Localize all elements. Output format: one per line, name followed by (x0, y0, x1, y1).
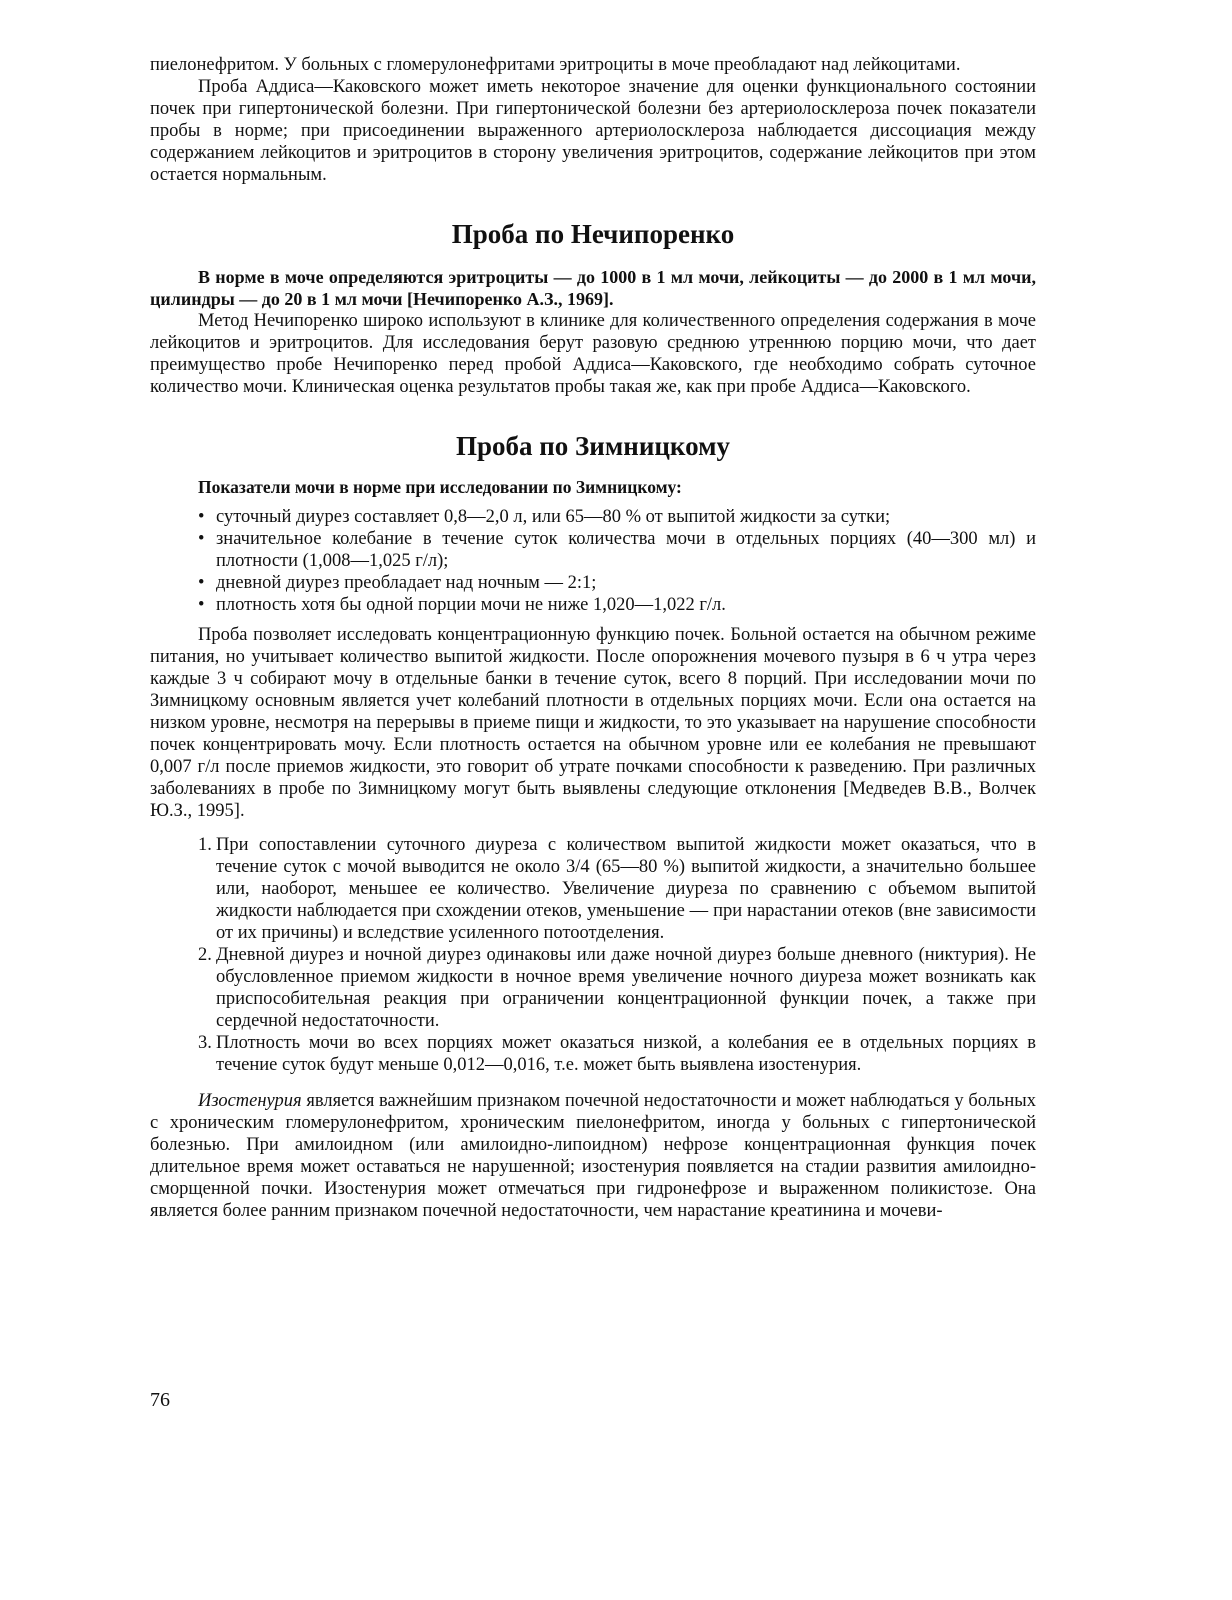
zimnitsky-norm-list (150, 506, 1036, 616)
list-item (198, 944, 1036, 1032)
page-content (150, 54, 1036, 1222)
list-item-text: плотность хотя бы одной порции мочи не ниже 1,020—1,022 г/л. (216, 595, 726, 615)
list-number: 1. (198, 835, 212, 855)
bullet-marker: • (198, 595, 205, 615)
list-item-text: Дневной диурез и ночной диурез одинаковы или даже ночной диурез больше дневного (никтурия). Не обусловленное приемом жидкости в ночное время увеличение ночного диуреза может возникать как приспособительная реакция при ограничении концентрационной функции почек, а также при сердечной недостаточности. (216, 945, 1036, 1031)
list-item-text: суточный диурез составляет 0,8—2,0 л, или 65—80 % от выпитой жидкости за сутки; (216, 507, 891, 527)
list-number: 2. (198, 945, 212, 965)
nechiporenko-norm-statement: В норме в моче определяются эритроциты — до 1000 в 1 мл мочи, лейкоциты — до 2000 в 1 мл мочи, цилиндры — до 20 в 1 мл мочи [Нечипоренко А.З., 1969]. (150, 267, 1036, 309)
bullet-marker: • (198, 573, 205, 593)
list-item (198, 834, 1036, 944)
bullet-marker: • (198, 507, 205, 527)
intro-paragraph-addis: Проба Аддиса—Каковского может иметь некоторое значение для оценки функционального состоянии почек при гипертонической болезни. При гипертонической болезни без артериолосклероза почек показатели пробы в норме; при присоединении выраженного артериолосклероза наблюдается диссоциация между содержанием лейкоцитов и эритроцитов в сторону увеличения эритроцитов, содержание лейкоцитов при этом остается нормальным. (150, 77, 1036, 185)
list-item-text: Плотность мочи во всех порциях может оказаться низкой, а колебания ее в отдельных порциях в течение суток будут меньше 0,012—0,016, т.е. может быть выявлена изостенурия. (216, 1033, 1036, 1075)
isosthenuria-text: является важнейшим признаком почечной недостаточности и может наблюдаться у больных с хроническим гломерулонефритом, хроническим пиелонефритом, иногда у больных с гипертонической болезнью. При амилоидном (или амилоидно-липоидном) нефрозе концентрационная функция почек длительное время может оставаться не нарушенной; изостенурия появляется на стадии развития амилоидно-сморщенной почки. Изостенурия может отмечаться при гидронефрозе и выраженном поликистозе. Она является более ранним признаком почечной недостаточности, чем нарастание креатинина и мочеви- (150, 1091, 1036, 1221)
list-item (198, 1032, 1036, 1076)
list-item (198, 594, 1036, 616)
nechiporenko-paragraph: Метод Нечипоренко широко используют в клинике для количественного определения содержания в моче лейкоцитов и эритроцитов. Для исследования берут разовую среднюю утреннюю порцию мочи, что дает преимущество пробе Нечипоренко перед пробой Аддиса—Каковского, где необходимо собрать суточное количество мочи. Клиническая оценка результатов пробы такая же, как при пробе Аддиса—Каковского. (150, 311, 1036, 397)
list-item (198, 572, 1036, 594)
zimnitsky-deviations-list (150, 834, 1036, 1076)
intro-paragraph-continuation: пиелонефритом. У больных с гломерулонефритами эритроциты в моче преобладают над лейкоцитами. (150, 55, 961, 75)
list-item (198, 528, 1036, 572)
list-item-text: дневной диурез преобладает над ночным — 2:1; (216, 573, 597, 593)
list-item-text: При сопоставлении суточного диуреза с количеством выпитой жидкости может оказаться, что в течение суток с мочой выводится не около 3/4 (65—80 %) выпитой жидкости, а значительно большее или, наоборот, меньшее ее количество. Увеличение диуреза по сравнению с объемом выпитой жидкости наблюдается при схождении отеков, уменьшение — при нарастании отеков (вне зависимости от их причины) и вследствие усиленного потоотделения. (216, 835, 1036, 943)
page-number: 76 (150, 1389, 170, 1411)
zimnitsky-norm-subheading: Показатели мочи в норме при исследовании по Зимницкому: (198, 477, 682, 497)
list-item-text: значительное колебание в течение суток количества мочи в отдельных порциях (40—300 мл) и плотности (1,008—1,025 г/л); (216, 529, 1036, 571)
isosthenuria-paragraph (150, 1090, 1036, 1222)
list-item (198, 506, 1036, 528)
list-number: 3. (198, 1033, 212, 1053)
section-heading-zimnitsky: Проба по Зимницкому (455, 431, 731, 461)
zimnitsky-paragraph: Проба позволяет исследовать концентрационную функцию почек. Больной остается на обычном режиме питания, но учитывает количество выпитой жидкости. После опорожнения мочевого пузыря в 6 ч утра через каждые 3 ч собирают мочу в отдельные банки в течение суток, всего 8 порций. При исследовании мочи по Зимницкому основным является учет колебаний плотности в отдельных порциях мочи. Если она остается на низком уровне, несмотря на перерывы в приеме пищи и жидкости, то это указывает на нарушение способности почек концентрировать мочу. Если плотность остается на обычном уровне или ее колебания не превышают 0,007 г/л после приемов жидкости, это говорит об утрате почками способности к разведению. При различных заболеваниях в пробе по Зимницкому могут быть выявлены следующие отклонения [Медведев В.В., Волчек Ю.З., 1995]. (150, 625, 1036, 821)
isosthenuria-term: Изостенурия (198, 1091, 302, 1111)
section-heading-nechiporenko: Проба по Нечипоренко (451, 219, 735, 249)
bullet-marker: • (198, 529, 205, 549)
